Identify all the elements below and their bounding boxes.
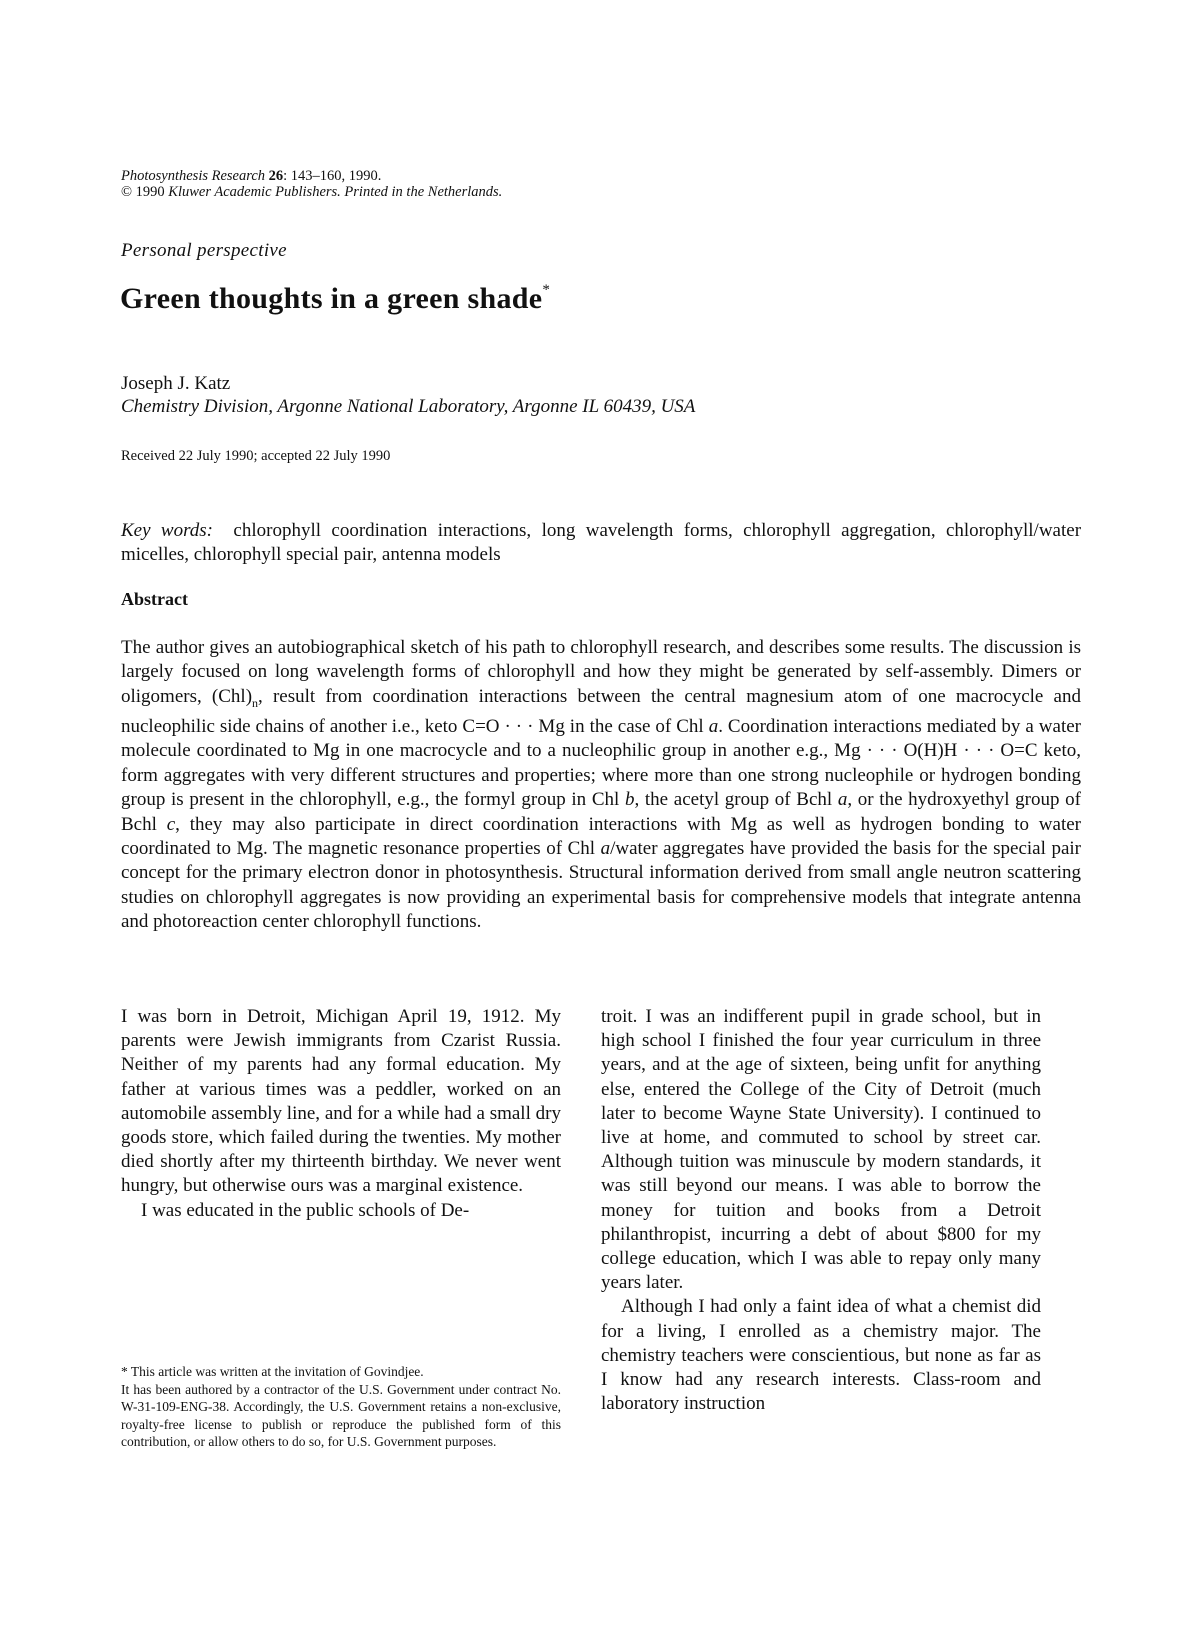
body-paragraph: I was educated in the public schools of De- [141, 1199, 470, 1221]
footnote-invitation: * This article was written at the invitation of Govindjee. [121, 1364, 424, 1379]
keywords [121, 519, 1081, 567]
journal-pages-year: : 143–160, 1990. [283, 168, 382, 184]
received-dates: Received 22 July 1990; accepted 22 July 1990 [121, 448, 391, 464]
title-footnote-mark: * [542, 282, 551, 298]
publisher: Kluwer Academic Publishers. Printed in the Netherlands. [168, 184, 503, 200]
abstract-text: . Coordination interactions mediated by a water molecule coordinated to Mg in one macrocycle and to a nucleophilic group in another e.g., Mg · · · O(H)H · · · O=C keto, form aggregates with very different structures and properties; where more than one strong nucleophile or hydrogen bonding group is present in the chlorophyll, e.g., the formyl group in Chl [121, 716, 1081, 811]
body-paragraph: troit. I was an indifferent pupil in grade school, but in high school I finished the four year curriculum in three years, and at the age of sixteen, being unfit for anything else, entered the College of the City of Detroit (much later to become Wayne State University). I continued to live at home, and commuted to school by street car. Although tuition was minuscule by modern standards, it was still beyond our means. I was able to borrow the money for tuition and books from a Detroit philanthropist, incurring a debt of about $800 for my college education, which I was able to repay only many years later. [601, 1006, 1041, 1294]
abstract-text: , they may also participate in direct coordination interactions with Mg as well as hydrogen bonding to water coordinated to Mg. The magnetic resonance properties of Chl [121, 813, 1082, 860]
abstract-text: , or the hydroxyethyl group of Bchl [121, 789, 1082, 835]
body-column-right [601, 1005, 1041, 1416]
journal-line [121, 168, 502, 184]
author-name: Joseph J. Katz [121, 373, 231, 394]
journal-name: Photosynthesis Research [121, 168, 266, 184]
section-label: Personal perspective [121, 240, 287, 261]
keywords-text: chlorophyll coordination interactions, long wavelength forms, chlorophyll aggregation, chlorophyll/water micelles, chlorophyll special pair, antenna models [121, 520, 1082, 565]
copyright-year: 1990 [132, 184, 169, 200]
abstract-text: The author gives an autobiographical sketch of his path to chlorophyll research, and describes some results. The discussion is largely focused on long wavelength forms of chlorophyll and how they might be generated by self-assembly. Dimers or oligomers, (Chl) [121, 637, 1081, 707]
title-text: Green thoughts in a green shade [120, 282, 543, 315]
footnote-government: It has been authored by a contractor of the U.S. Government under contract No. W-31-109-ENG-38. Accordingly, the U.S. Government retains a non-exclusive, royalty-free license to publish or reproduce the published form of this contribution, or allow others to do so, for U.S. Government purposes. [121, 1381, 561, 1450]
abstract-italic: b [624, 789, 635, 811]
body-paragraph: I was born in Detroit, Michigan April 19, 1912. My parents were Jewish immigrants from Czarist Russia. Neither of my parents had any formal education. My father at various times was a peddler, worked on an automobile assembly line, and for a while had a small dry goods store, which failed during the twenties. My mother died shortly after my thirteenth birthday. We never went hungry, but otherwise ours was a marginal existence. [121, 1006, 561, 1197]
footnotes [121, 1363, 561, 1451]
abstract-subscript: n [252, 695, 259, 710]
keywords-label: Key words: [121, 520, 214, 541]
copyright-line [121, 184, 502, 200]
abstract-body [121, 636, 1081, 935]
body-column-left [121, 1005, 561, 1223]
abstract-text: /water aggregates have provided the basis for the special pair concept for the primary electron donor in photosynthesis. Structural information derived from small angle neutron scattering studies on chlorophyll aggregates is now providing an experimental basis for comprehensive models that integrate antenna and photoreaction center chlorophyll functions. [121, 838, 1081, 933]
abstract-text: , the acetyl group of Bchl [634, 789, 838, 811]
article-title [120, 282, 550, 316]
abstract-heading: Abstract [121, 589, 188, 609]
body-paragraph: Although I had only a faint idea of what a chemist did for a living, I enrolled as a chemistry major. The chemistry teachers were conscientious, but none as far as I know had any research interests. Class-room and laboratory instruction [601, 1296, 1041, 1415]
abstract-italic: a [837, 789, 848, 811]
abstract-italic: c [166, 813, 176, 835]
abstract-text: , result from coordination interactions between the central magnesium atom of one macrocycle and nucleophilic side chains of another i.e., keto C=O · · · Mg in the case of Chl [121, 685, 1081, 738]
copyright-symbol: © [121, 184, 133, 200]
journal-volume: 26 [268, 168, 284, 184]
abstract-italic: a [708, 716, 719, 738]
journal-citation [121, 168, 502, 200]
author-affiliation: Chemistry Division, Argonne National Laboratory, Argonne IL 60439, USA [121, 396, 696, 417]
abstract-italic: a [600, 838, 611, 860]
